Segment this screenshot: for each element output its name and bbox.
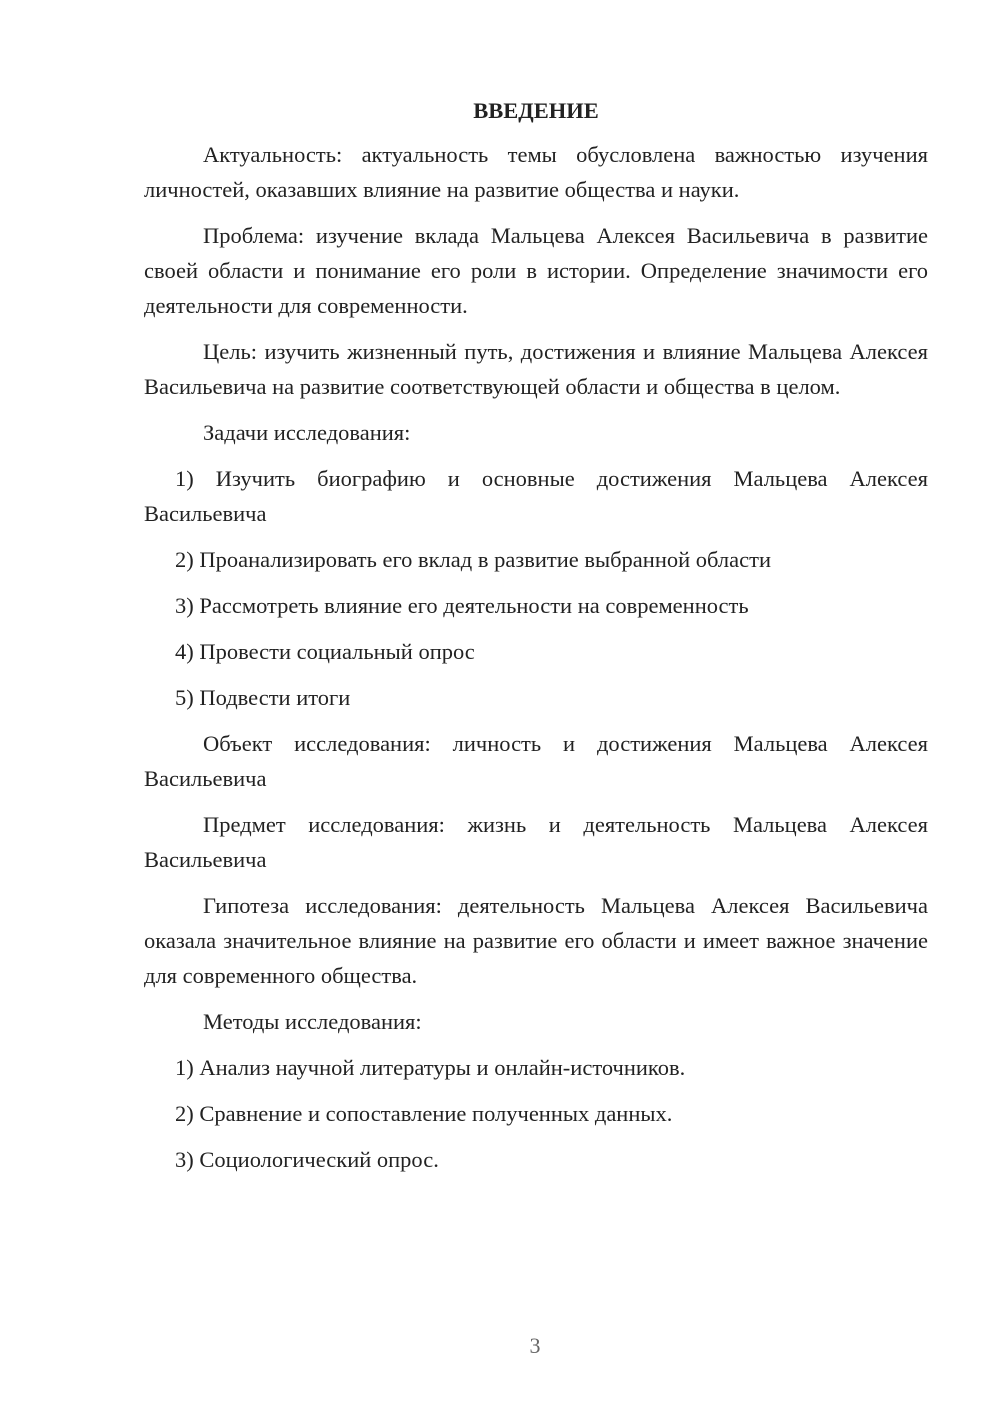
methods-heading: Методы исследования: [203, 1009, 422, 1034]
method-item-1: 1) Анализ научной литературы и онлайн-источников. [175, 1055, 686, 1080]
problem-paragraph: Проблема: изучение вклада Мальцева Алексея Васильевича в развитие своей области и понимание его роли в истории. Определение значимости его деятельности для современности. [144, 223, 928, 318]
page-content [144, 95, 928, 1188]
subject-paragraph: Предмет исследования: жизнь и деятельность Мальцева Алексея Васильевича [144, 812, 928, 872]
object-paragraph: Объект исследования: личность и достижения Мальцева Алексея Васильевича [144, 731, 928, 791]
goal-paragraph: Цель: изучить жизненный путь, достижения и влияние Мальцева Алексея Васильевича на развитие соответствующей области и общества в целом. [144, 339, 928, 399]
page-title: ВВЕДЕНИЕ [473, 98, 599, 123]
tasks-heading: Задачи исследования: [203, 420, 411, 445]
relevance-paragraph: Актуальность: актуальность темы обусловлена важностью изучения личностей, оказавших влияние на развитие общества и науки. [144, 142, 928, 202]
hypothesis-paragraph: Гипотеза исследования: деятельность Мальцева Алексея Васильевича оказала значительное влияние на развитие его области и имеет важное значение для современного общества. [144, 893, 928, 988]
page-number: 3 [529, 1333, 541, 1358]
task-item-3: 3) Рассмотреть влияние его деятельности на современность [175, 593, 749, 618]
method-item-2: 2) Сравнение и сопоставление полученных данных. [175, 1101, 673, 1126]
task-item-2: 2) Проанализировать его вклад в развитие выбранной области [175, 547, 772, 572]
method-item-3: 3) Социологический опрос. [175, 1147, 439, 1172]
task-item-5: 5) Подвести итоги [175, 685, 351, 710]
task-item-4: 4) Провести социальный опрос [175, 639, 475, 664]
task-item-1: 1) Изучить биографию и основные достижения Мальцева Алексея Васильевича [144, 466, 928, 526]
